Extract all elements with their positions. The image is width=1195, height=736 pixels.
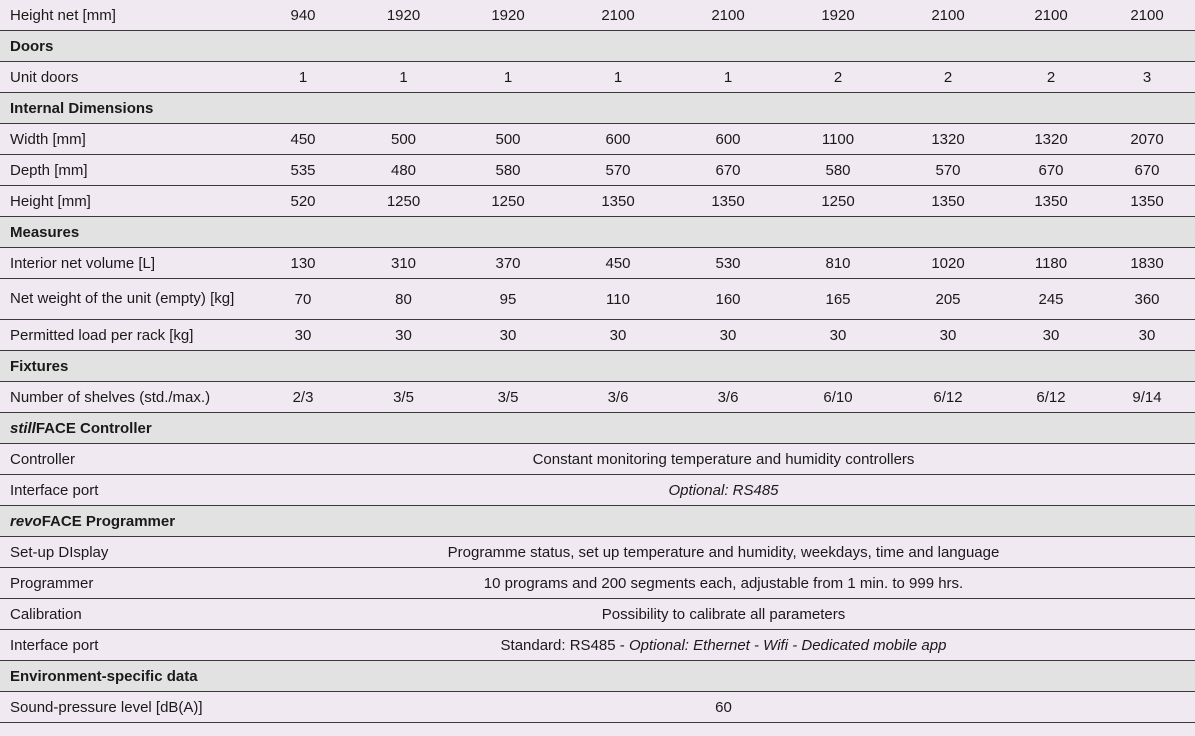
table-cell: 30 — [354, 320, 453, 351]
table-row-calibration — [0, 599, 1195, 630]
optional-text: Optional: Ethernet - Wifi - Dedicated mobile app — [628, 636, 947, 654]
table-cell: 1320 — [893, 124, 1003, 155]
row-label: Sound-pressure level [dB(A)] — [0, 692, 252, 723]
table-cell: 3/6 — [673, 382, 783, 413]
table-cell: 2100 — [673, 0, 783, 31]
section-title — [0, 506, 1195, 537]
table-cell: 810 — [783, 248, 893, 279]
table-cell: 30 — [893, 320, 1003, 351]
table-row-unit-doors — [0, 62, 1195, 93]
table-cell: 3 — [1099, 62, 1195, 93]
table-cell: 1350 — [1003, 186, 1099, 217]
table-cell: 245 — [1003, 279, 1099, 320]
table-cell: 30 — [453, 320, 563, 351]
table-cell: 670 — [1099, 155, 1195, 186]
row-label: Set-up DIsplay — [0, 537, 252, 568]
table-cell: 1250 — [354, 186, 453, 217]
table-cell: 1 — [673, 62, 783, 93]
table-cell: 1 — [252, 62, 354, 93]
table-cell: 1350 — [893, 186, 1003, 217]
table-cell: 535 — [252, 155, 354, 186]
table-cell: 530 — [673, 248, 783, 279]
table-cell: 600 — [673, 124, 783, 155]
section-title: Measures — [0, 217, 1195, 248]
table-cell: 1920 — [354, 0, 453, 31]
table-cell: Optional: RS485 — [252, 475, 1195, 506]
table-cell: 60 — [252, 692, 1195, 723]
table-cell: 1350 — [1099, 186, 1195, 217]
section-header-internal-dimensions — [0, 93, 1195, 124]
row-label: Width [mm] — [0, 124, 252, 155]
table-cell: 80 — [354, 279, 453, 320]
table-cell: 670 — [673, 155, 783, 186]
table-cell: 10 programs and 200 segments each, adjustable from 1 min. to 999 hrs. — [252, 568, 1195, 599]
row-label: Calibration — [0, 599, 252, 630]
table-cell: 3/6 — [563, 382, 673, 413]
row-label: Net weight of the unit (empty) [kg] — [0, 279, 252, 320]
table-row-sound-pressure — [0, 692, 1195, 723]
table-cell: 1 — [354, 62, 453, 93]
section-header-environment — [0, 661, 1195, 692]
section-header-fixtures — [0, 351, 1195, 382]
row-label: Unit doors — [0, 62, 252, 93]
table-cell: 2100 — [893, 0, 1003, 31]
brand-suffix: FACE Programmer — [41, 512, 176, 530]
section-header-revoface-programmer — [0, 506, 1195, 537]
table-row-setup-display — [0, 537, 1195, 568]
table-cell: 1250 — [783, 186, 893, 217]
table-cell: 165 — [783, 279, 893, 320]
table-cell: 2/3 — [252, 382, 354, 413]
brand-prefix: still — [10, 419, 36, 437]
table-cell: 3/5 — [453, 382, 563, 413]
table-cell: 580 — [783, 155, 893, 186]
table-row-permitted-load — [0, 320, 1195, 351]
table-cell: 6/12 — [1003, 382, 1099, 413]
table-cell: 670 — [1003, 155, 1099, 186]
table-cell: 600 — [563, 124, 673, 155]
table-row-width — [0, 124, 1195, 155]
table-cell: 1920 — [783, 0, 893, 31]
table-cell: 9/14 — [1099, 382, 1195, 413]
table-row-shelves — [0, 382, 1195, 413]
table-cell: 70 — [252, 279, 354, 320]
table-cell: Constant monitoring temperature and humidity controllers — [252, 444, 1195, 475]
table-cell: 160 — [673, 279, 783, 320]
row-label: Interface port — [0, 630, 252, 661]
table-row-interface-port — [0, 475, 1195, 506]
table-cell: 940 — [252, 0, 354, 31]
table-cell: 2070 — [1099, 124, 1195, 155]
table-cell: 1830 — [1099, 248, 1195, 279]
table-cell: 2100 — [1003, 0, 1099, 31]
table-cell: 6/10 — [783, 382, 893, 413]
section-header-doors — [0, 31, 1195, 62]
table-row-interface-port — [0, 630, 1195, 661]
table-cell: Programme status, set up temperature and humidity, weekdays, time and language — [252, 537, 1195, 568]
table-cell: 130 — [252, 248, 354, 279]
brand-prefix: revo — [10, 512, 42, 530]
table-cell: 570 — [563, 155, 673, 186]
table-cell: 95 — [453, 279, 563, 320]
table-cell: 450 — [252, 124, 354, 155]
row-label: Number of shelves (std./max.) — [0, 382, 252, 413]
table-cell: 1350 — [673, 186, 783, 217]
table-row-controller — [0, 444, 1195, 475]
table-cell: 2 — [1003, 62, 1099, 93]
table-row-programmer — [0, 568, 1195, 599]
table-cell: 500 — [453, 124, 563, 155]
table-cell: 1180 — [1003, 248, 1099, 279]
table-cell: 2 — [783, 62, 893, 93]
table-cell: 30 — [673, 320, 783, 351]
table-cell: 1320 — [1003, 124, 1099, 155]
table-row-depth — [0, 155, 1195, 186]
row-label: Permitted load per rack [kg] — [0, 320, 252, 351]
table-cell: 2100 — [563, 0, 673, 31]
table-cell: 570 — [893, 155, 1003, 186]
table-cell: 1 — [453, 62, 563, 93]
table-cell: 370 — [453, 248, 563, 279]
table-row-height — [0, 186, 1195, 217]
table-cell: 30 — [563, 320, 673, 351]
table-cell: 1920 — [453, 0, 563, 31]
table-cell: 310 — [354, 248, 453, 279]
section-title: Fixtures — [0, 351, 1195, 382]
table-cell: 30 — [783, 320, 893, 351]
table-cell: 1100 — [783, 124, 893, 155]
standard-text: Standard: RS485 - — [500, 636, 629, 654]
table-row-height-net — [0, 0, 1195, 31]
table-cell: 520 — [252, 186, 354, 217]
table-cell: 110 — [563, 279, 673, 320]
table-cell: 30 — [1003, 320, 1099, 351]
section-header-measures — [0, 217, 1195, 248]
brand-suffix: FACE Controller — [35, 419, 152, 437]
table-cell: 2 — [893, 62, 1003, 93]
table-cell: 1250 — [453, 186, 563, 217]
table-cell: 480 — [354, 155, 453, 186]
table-cell: 205 — [893, 279, 1003, 320]
section-title: Environment-specific data — [0, 661, 1195, 692]
row-label: Controller — [0, 444, 252, 475]
table-cell: Possibility to calibrate all parameters — [252, 599, 1195, 630]
section-title: Internal Dimensions — [0, 93, 1195, 124]
table-cell: 6/12 — [893, 382, 1003, 413]
row-label: Depth [mm] — [0, 155, 252, 186]
section-title — [0, 413, 1195, 444]
table-cell: 2100 — [1099, 0, 1195, 31]
table-cell: 1020 — [893, 248, 1003, 279]
table-cell: 360 — [1099, 279, 1195, 320]
row-label: Interface port — [0, 475, 252, 506]
table-cell: 450 — [563, 248, 673, 279]
table-cell: 30 — [252, 320, 354, 351]
table-cell — [252, 630, 1195, 661]
table-row-net-weight — [0, 279, 1195, 320]
table-cell: 3/5 — [354, 382, 453, 413]
table-cell: 1350 — [563, 186, 673, 217]
section-header-stillface-controller — [0, 413, 1195, 444]
table-cell: 30 — [1099, 320, 1195, 351]
section-title: Doors — [0, 31, 1195, 62]
table-cell: 1 — [563, 62, 673, 93]
table-row-interior-volume — [0, 248, 1195, 279]
table-cell: 580 — [453, 155, 563, 186]
row-label: Height net [mm] — [0, 0, 252, 31]
row-label: Interior net volume [L] — [0, 248, 252, 279]
row-label: Programmer — [0, 568, 252, 599]
row-label: Height [mm] — [0, 186, 252, 217]
table-cell: 500 — [354, 124, 453, 155]
